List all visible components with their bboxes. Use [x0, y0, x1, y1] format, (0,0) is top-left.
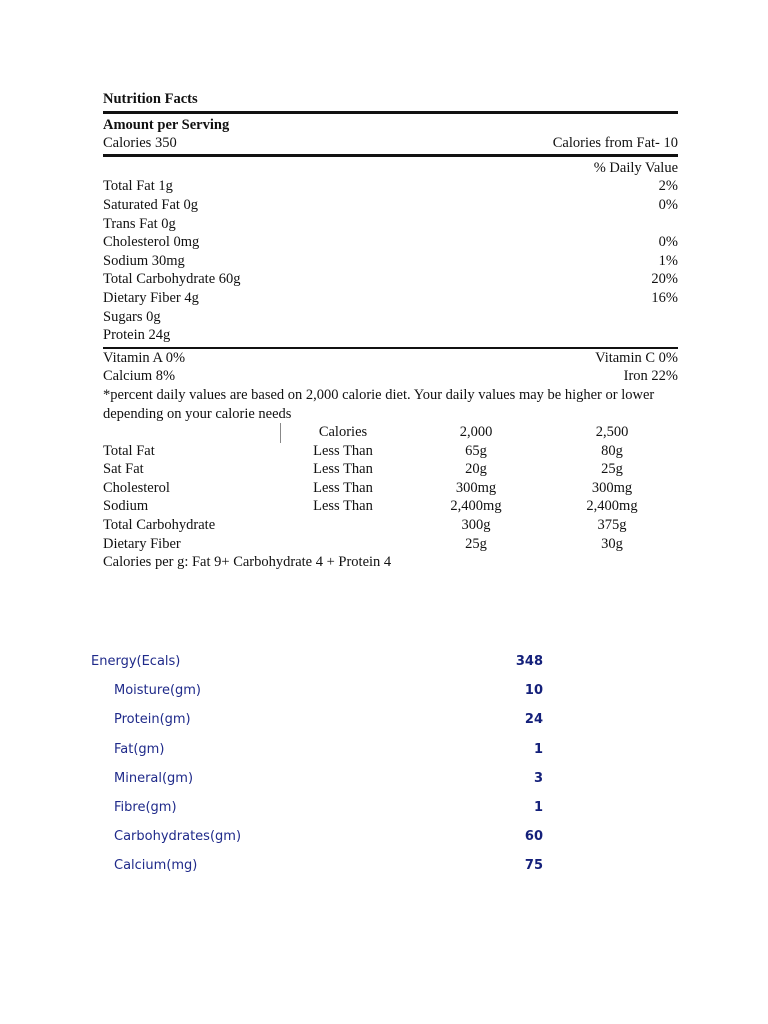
- column-divider: [280, 423, 281, 443]
- nutrient-name: Trans Fat 0g: [103, 215, 176, 232]
- reference-header: [103, 423, 678, 442]
- reference-cell: 80g: [601, 442, 623, 459]
- reference-cell: Less Than: [313, 498, 373, 515]
- nutrient-list: [103, 177, 678, 344]
- ref-header-calories: Calories: [318, 424, 368, 441]
- composition-row: [0, 654, 768, 672]
- composition-value: 3: [533, 770, 543, 786]
- ref-header-2000: 2,000: [459, 424, 493, 441]
- calories-row: [103, 134, 678, 153]
- reference-cell: Cholesterol: [103, 479, 170, 496]
- nutrient-name: Sodium 30mg: [103, 252, 185, 269]
- vitamin-list: [103, 349, 678, 386]
- composition-row: [0, 858, 768, 876]
- composition-label: Moisture(gm): [114, 683, 202, 699]
- calories-per-gram: Calories per g: Fat 9+ Carbohydrate 4 + Protein 4: [103, 554, 392, 571]
- reference-cell: Less Than: [313, 442, 373, 459]
- composition-row: [0, 771, 768, 789]
- reference-cell: 65g: [465, 442, 487, 459]
- nutrient-name: Saturated Fat 0g: [103, 196, 199, 213]
- reference-cell: 25g: [601, 461, 623, 478]
- nutrition-facts-panel: [103, 90, 678, 572]
- composition-value: 1: [533, 800, 543, 815]
- nutrient-name: Sugars 0g: [103, 308, 161, 325]
- nutrient-daily-value: 20%: [651, 271, 678, 288]
- nutrient-name: Total Carbohydrate 60g: [103, 271, 241, 288]
- nutrient-daily-value: 16%: [651, 289, 678, 306]
- reference-cell: 30g: [601, 535, 623, 552]
- reference-cell: 300g: [461, 517, 491, 534]
- composition-row: [0, 683, 768, 701]
- nutrient-row: [103, 177, 678, 196]
- composition-row: [0, 829, 768, 847]
- reference-cell: 300mg: [591, 479, 633, 496]
- composition-label: Fibre(gm): [114, 800, 177, 815]
- reference-row: [103, 460, 678, 479]
- reference-cell: 2,400mg: [450, 498, 502, 515]
- ref-header-2500: 2,500: [595, 424, 629, 441]
- nutrient-row: [103, 196, 678, 215]
- nutrient-row: [103, 233, 678, 252]
- composition-value: 10: [524, 683, 543, 699]
- composition-row: [0, 712, 768, 730]
- composition-label: Fat(gm): [114, 741, 165, 757]
- nutrient-daily-value: 0%: [658, 234, 678, 251]
- nutrient-name: Dietary Fiber 4g: [103, 289, 199, 306]
- reference-row: [103, 497, 678, 516]
- vitamin-row: [103, 349, 678, 368]
- nutrient-daily-value: 1%: [658, 252, 678, 269]
- vitamin-row: [103, 367, 678, 386]
- amount-per-serving: Amount per Serving: [103, 116, 230, 133]
- composition-value: 1: [533, 741, 543, 757]
- reference-cell: Less Than: [313, 479, 373, 496]
- reference-cell: Less Than: [313, 461, 373, 478]
- composition-label: Carbohydrates(gm): [114, 829, 242, 845]
- composition-label: Mineral(gm): [114, 770, 194, 786]
- reference-cell: 20g: [465, 461, 487, 478]
- vitamin-right: Vitamin C 0%: [595, 349, 678, 366]
- reference-row: [103, 516, 678, 535]
- nutrient-row: [103, 215, 678, 234]
- reference-cell: 375g: [597, 517, 627, 534]
- calories-from-fat: Calories from Fat- 10: [552, 135, 678, 152]
- reference-row: [103, 479, 678, 498]
- panel-title: Nutrition Facts: [103, 91, 198, 107]
- reference-cell: Total Carbohydrate: [103, 517, 216, 534]
- footnote: *percent daily values are based on 2,000 calorie diet. Your daily values may be higher or lower depending on your calorie needs: [103, 386, 655, 422]
- vitamin-right: Iron 22%: [623, 368, 678, 385]
- composition-label: Energy(Ecals): [91, 654, 181, 669]
- reference-row: [103, 442, 678, 461]
- nutrient-name: Cholesterol 0mg: [103, 234, 200, 251]
- composition-row: [0, 742, 768, 760]
- reference-table: [103, 442, 678, 554]
- reference-cell: Sat Fat: [103, 461, 144, 478]
- nutrient-row: [103, 308, 678, 327]
- nutrient-row: [103, 252, 678, 271]
- daily-value-header: % Daily Value: [593, 159, 678, 176]
- nutrient-row: [103, 270, 678, 289]
- vitamin-left: Vitamin A 0%: [103, 349, 186, 366]
- nutrient-name: Protein 24g: [103, 327, 171, 344]
- calories-text: Calories 350: [103, 135, 177, 152]
- composition-value: 60: [524, 829, 543, 845]
- reference-cell: Sodium: [103, 498, 149, 515]
- composition-label: Protein(gm): [114, 712, 191, 728]
- nutrient-daily-value: 0%: [658, 196, 678, 213]
- nutrient-row: [103, 326, 678, 345]
- reference-cell: Total Fat: [103, 442, 155, 459]
- composition-label: Calcium(mg): [114, 858, 198, 874]
- reference-cell: Dietary Fiber: [103, 535, 181, 552]
- composition-value: 75: [524, 858, 543, 874]
- nutrient-daily-value: 2%: [658, 178, 678, 195]
- composition-value: 348: [515, 654, 543, 669]
- nutrient-row: [103, 289, 678, 308]
- reference-cell: 300mg: [455, 479, 497, 496]
- composition-value: 24: [524, 712, 543, 728]
- nutrient-name: Total Fat 1g: [103, 178, 173, 195]
- vitamin-left: Calcium 8%: [103, 368, 176, 385]
- reference-row: [103, 535, 678, 554]
- thick-rule: [103, 154, 678, 157]
- reference-cell: 2,400mg: [586, 498, 638, 515]
- composition-row: [0, 800, 768, 818]
- reference-cell: 25g: [465, 535, 487, 552]
- thick-rule: [103, 111, 678, 114]
